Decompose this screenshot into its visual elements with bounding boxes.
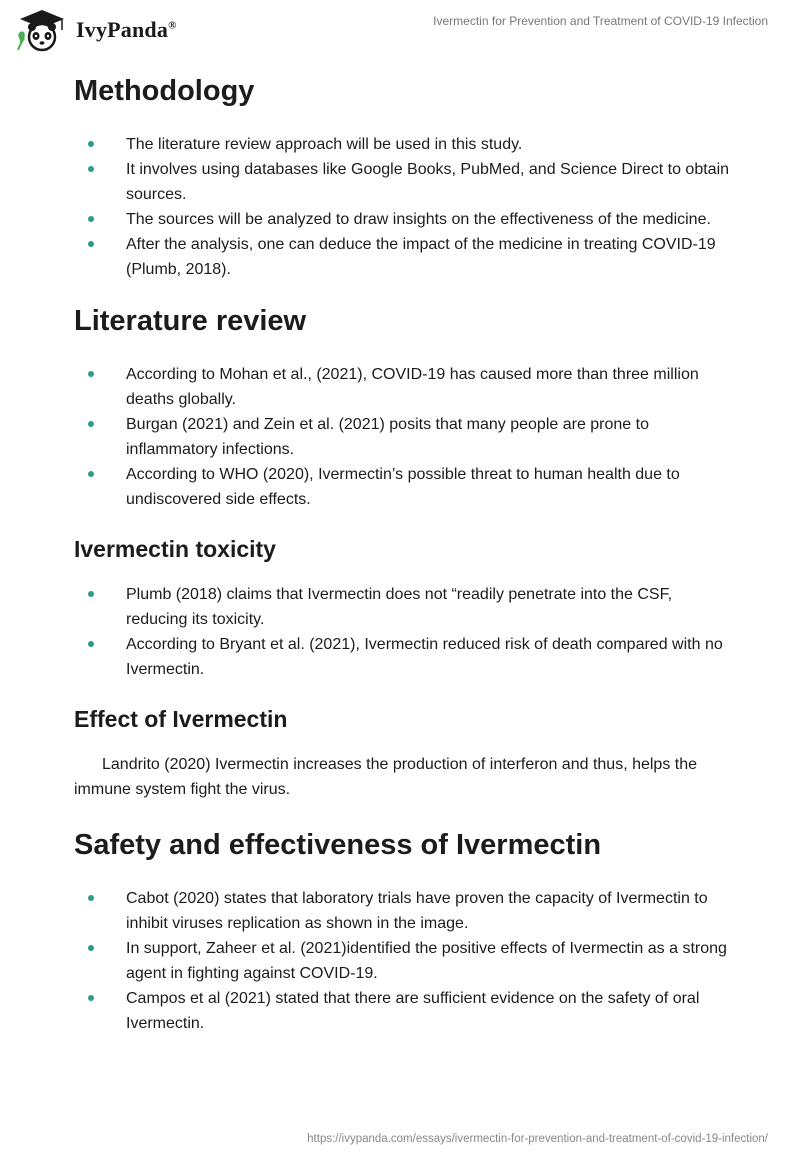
bullet-icon [88,945,94,951]
list-item: Campos et al (2021) stated that there are sufficient evidence on the safety of oral Ivermectin. [74,986,734,1036]
page-header [0,0,800,64]
bullet-icon [88,141,94,147]
list-item: According to WHO (2020), Ivermectin’s possible threat to human health due to undiscovered side effects. [74,462,734,512]
document-body [74,70,734,1036]
safety-list [74,886,734,1036]
list-item: It involves using databases like Google Books, PubMed, and Science Direct to obtain sources. [74,157,734,207]
bullet-icon [88,641,94,647]
bullet-icon [88,371,94,377]
brand-name: IvyPanda® [76,17,177,42]
panda-graduate-icon [14,8,70,52]
bullet-icon [88,895,94,901]
list-item: According to Bryant et al. (2021), Ivermectin reduced risk of death compared with no Ivermectin. [74,632,734,682]
heading-effect-of-ivermectin: Effect of Ivermectin [74,706,288,732]
heading-safety-and-effectiveness: Safety and effectiveness of Ivermectin [74,829,602,861]
list-item: In support, Zaheer et al. (2021)identified the positive effects of Ivermectin as a strong agent in fighting against COVID-19. [74,936,734,986]
bullet-icon [88,241,94,247]
heading-ivermectin-toxicity: Ivermectin toxicity [74,536,276,562]
list-item: According to Mohan et al., (2021), COVID-19 has caused more than three million deaths globally. [74,362,734,412]
effect-paragraph: Landrito (2020) Ivermectin increases the production of interferon and thus, helps the immune system fight the virus. [74,756,698,798]
methodology-list [74,132,734,282]
bullet-icon [88,216,94,222]
list-item: Plumb (2018) claims that Ivermectin does not “readily penetrate into the CSF, reducing its toxicity. [74,582,734,632]
heading-methodology: Methodology [74,75,255,107]
list-item: After the analysis, one can deduce the impact of the medicine in treating COVID-19 (Plumb, 2018). [74,232,734,282]
bullet-icon [88,471,94,477]
heading-literature-review: Literature review [74,305,307,337]
bullet-icon [88,166,94,172]
toxicity-list [74,582,734,682]
document-title: Ivermectin for Prevention and Treatment of COVID-19 Infection [433,14,768,28]
list-item: Cabot (2020) states that laboratory trials have proven the capacity of Ivermectin to inhibit viruses replication as shown in the image. [74,886,734,936]
bullet-icon [88,995,94,1001]
list-item: The literature review approach will be used in this study. [74,132,734,157]
source-url-link[interactable]: https://ivypanda.com/essays/ivermectin-for-prevention-and-treatment-of-covid-19-infection/ [307,1133,768,1145]
literature-review-list [74,362,734,512]
list-item: The sources will be analyzed to draw insights on the effectiveness of the medicine. [74,207,734,232]
bullet-icon [88,591,94,597]
list-item: Burgan (2021) and Zein et al. (2021) posits that many people are prone to inflammatory infections. [74,412,734,462]
ivypanda-logo[interactable] [14,8,177,52]
bullet-icon [88,421,94,427]
